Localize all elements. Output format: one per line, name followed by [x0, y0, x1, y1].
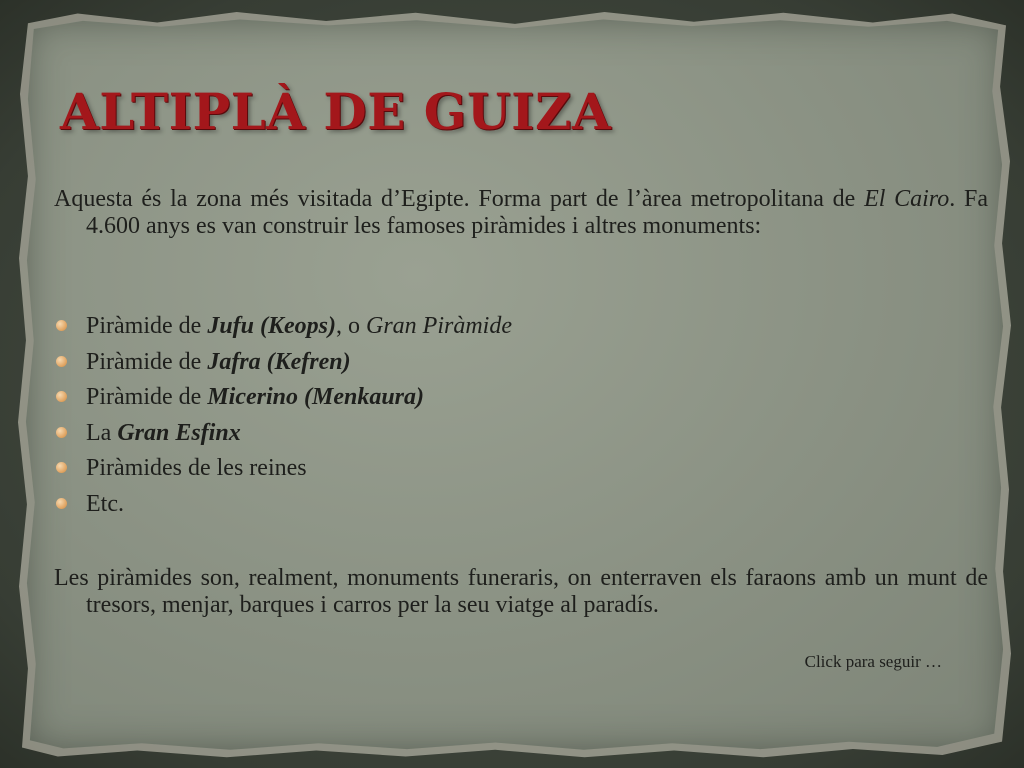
list-item-connector: , o — [335, 313, 366, 339]
intro-text-2: . Fa 4.600 anys es van construir les famoses piràmides i altres monuments: — [86, 186, 989, 239]
intro-place-name: El Cairo — [864, 186, 950, 212]
outro-paragraph: Les piràmides son, realment, monuments funeraris, on enterraven els faraons amb un munt de tresors, menjar, barques i carros per la seu viatge al paradís. — [54, 565, 988, 618]
list-item-prefix: Piràmide de — [86, 348, 208, 375]
list-item — [54, 382, 954, 418]
list-item-name: Gran Esfinx — [117, 419, 241, 446]
list-item — [54, 453, 954, 489]
bullet-icon — [56, 462, 67, 473]
list-item-name: Jufu (Keops) — [207, 313, 336, 339]
list-item-text: Etc. — [86, 490, 124, 517]
bullet-icon — [56, 427, 67, 438]
bullet-icon — [56, 320, 67, 331]
bullet-icon — [56, 498, 67, 509]
continue-link[interactable]: Click para seguir … — [804, 652, 942, 671]
intro-text-1: Aquesta és la zona més visitada d’Egipte. Forma part de l’àrea metropolitana de — [54, 186, 865, 212]
list-item-name: Micerino (Menkaura) — [207, 384, 424, 410]
list-item-name: Jafra (Kefren) — [207, 348, 351, 375]
list-item — [54, 489, 954, 525]
list-item-prefix: La — [86, 419, 118, 446]
list-item-alias: Gran Piràmide — [365, 313, 512, 339]
list-item-prefix: Piràmide de — [86, 313, 208, 339]
list-item-prefix: Piràmide de — [86, 384, 208, 410]
list-item-text: Piràmides de les reines — [86, 455, 307, 481]
list-item — [54, 418, 954, 454]
slide-title: ALTIPLÀ DE GUIZA — [60, 82, 612, 141]
list-item — [54, 347, 954, 383]
bullet-icon — [56, 391, 67, 402]
intro-paragraph — [54, 186, 988, 239]
bullet-icon — [56, 356, 67, 367]
list-item — [54, 311, 954, 347]
monument-list — [54, 311, 954, 524]
